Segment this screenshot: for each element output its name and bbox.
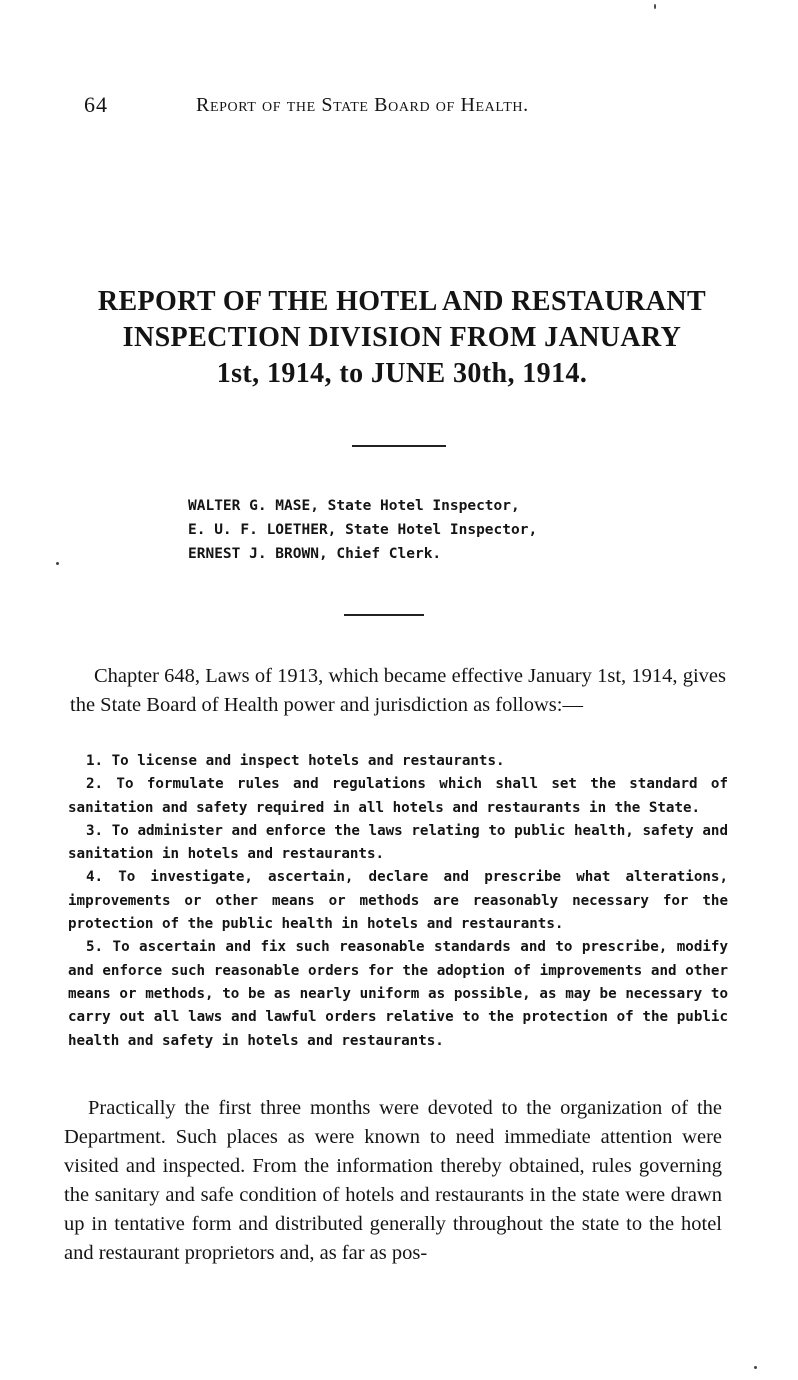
divider-rule-bottom bbox=[344, 614, 424, 616]
print-speck bbox=[56, 562, 59, 565]
closing-text: Practically the first three months were devoted to the organization of the Department. Such places as were known to need immediate attention were visited and inspected. From the information thereby obtained, rules governing the sanitary and safe condition of hotels and restaurants in the state were drawn up in tentative form and distributed generally throughout the state to the hotel and restaurant proprietors and, as far as pos- bbox=[64, 1097, 722, 1264]
title-line-1: REPORT OF THE HOTEL AND RESTAURANT bbox=[97, 286, 707, 317]
list-item: 4. To investigate, ascertain, declare and prescribe what alterations, improvements or other means or methods are reasonably necessary for the protection of the public health in hotels and restaurants. bbox=[68, 869, 728, 933]
powers-list bbox=[68, 750, 728, 1053]
staff-line: ERNEST J. BROWN, Chief Clerk. bbox=[188, 546, 442, 562]
list-item: 5. To ascertain and fix such reasonable standards and to prescribe, modify and enforce such reasonable orders for the adoption of improvements and other means or methods, to be as nearly uniform as possible, as may be necessary to carry out all laws and lawful orders relative to the protection of the public health and safety in hotels and restaurants. bbox=[68, 939, 728, 1049]
divider-rule-top bbox=[352, 445, 446, 447]
intro-text: Chapter 648, Laws of 1913, which became effective January 1st, 1914, gives the State Board of Health power and jurisdiction as follows:— bbox=[70, 665, 726, 716]
staff-list bbox=[188, 494, 648, 566]
list-item: 2. To formulate rules and regulations which shall set the standard of sanitation and safety required in all hotels and restaurants in the State. bbox=[68, 776, 728, 816]
report-title bbox=[40, 284, 764, 392]
page-number: 64 bbox=[84, 92, 108, 117]
intro-paragraph bbox=[70, 662, 726, 719]
list-item: 3. To administer and enforce the laws relating to public health, safety and sanitation in hotels and restaurants. bbox=[68, 822, 728, 863]
print-speck bbox=[654, 4, 656, 9]
title-line-2: INSPECTION DIVISION FROM JANUARY bbox=[122, 322, 682, 353]
list-item: 1. To license and inspect hotels and restaurants. bbox=[86, 753, 505, 769]
running-title: Report of the State Board of Health. bbox=[196, 94, 529, 116]
staff-line: E. U. F. LOETHER, State Hotel Inspector, bbox=[188, 522, 538, 538]
staff-line: WALTER G. MASE, State Hotel Inspector, bbox=[188, 498, 520, 514]
print-speck bbox=[754, 1366, 757, 1369]
closing-paragraph bbox=[64, 1094, 722, 1268]
running-head bbox=[84, 92, 644, 122]
title-line-3: 1st, 1914, to JUNE 30th, 1914. bbox=[216, 358, 588, 389]
